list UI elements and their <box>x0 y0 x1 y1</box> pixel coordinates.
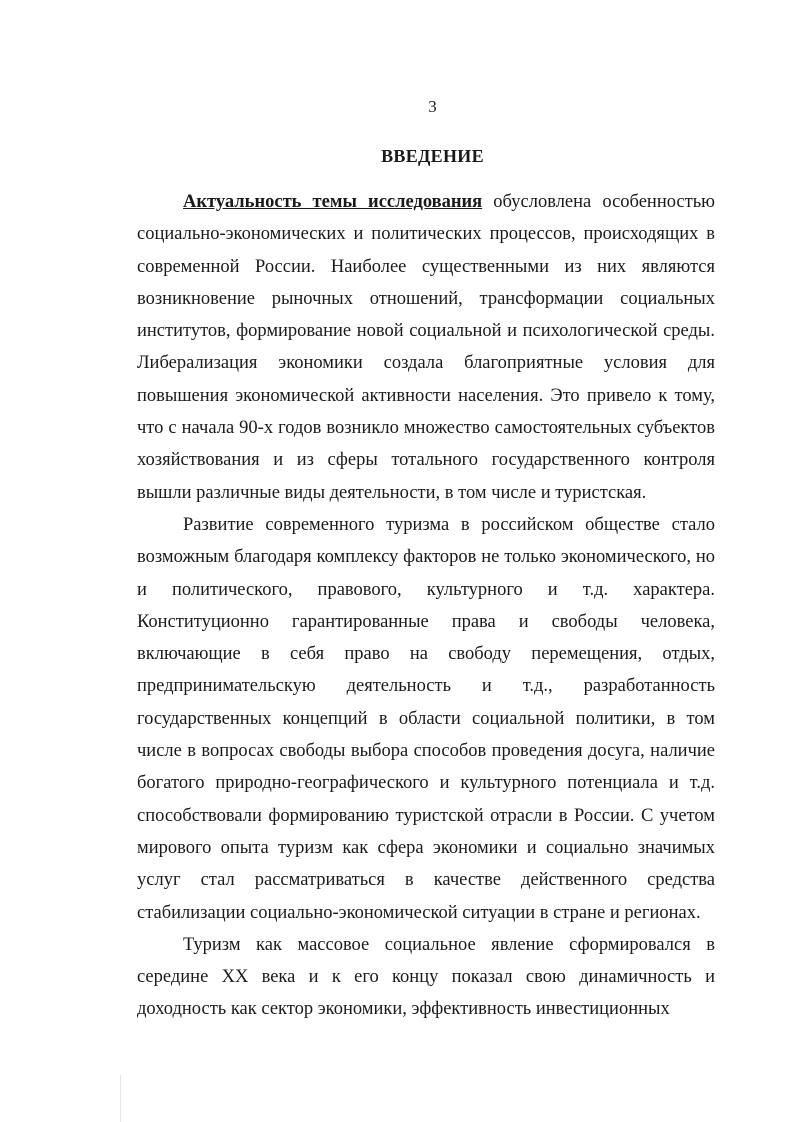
paragraph-1 <box>137 186 715 509</box>
paragraph-text: Развитие современного туризма в российском обществе стало возможным благодаря комплексу факторов не только экономического, но и политического, правового, культурного и т.д. характера. Конституционно гарантированные права и свободы человека, включающие в себя право на свободу перемещения, отдых, предпринимательскую деятельность и т.д., разработанность государственных концепций в области социальной политики, в том числе в вопросах свободы выбора способов проведения досуга, наличие богатого природно-географического и культурного потенциала и т.д. способствовали формированию туристской отрасли в России. С учетом мирового опыта туризм как сфера экономики и социально значимых услуг стал рассматриваться в качестве действенного средства стабилизации социально-экономической ситуации в стране и регионах. <box>137 514 715 923</box>
body-text <box>137 186 715 1026</box>
paragraph-2 <box>137 509 715 929</box>
paragraph-3 <box>137 929 715 1026</box>
page-number: 3 <box>428 97 437 116</box>
scan-edge-line <box>120 1075 121 1122</box>
paragraph-text: Туризм как массовое социальное явление сформировался в середине XX века и к его концу показал свою динамичность и доходность как сектор экономики, эффективность инвестиционных <box>137 934 715 1020</box>
section-heading: ВВЕДЕНИЕ <box>381 146 484 166</box>
paragraph-lead-phrase: Актуальность темы исследования <box>183 192 483 212</box>
paragraph-text: обусловлена особенностью социально-экономических и политических процессов, происходящих в современной России. Наиболее существенными из них являются возникновение рыночных отношений, трансформации социальных институтов, формирование новой социальной и психологической среды. Либерализация экономики создала благоприятные условия для повышения экономической активности населения. Это привело к тому, что с начала 90-х годов возникло множество самостоятельных субъектов хозяйствования и из сферы тотального государственного контроля вышли различные виды деятельности, в том числе и туристская. <box>137 192 715 503</box>
